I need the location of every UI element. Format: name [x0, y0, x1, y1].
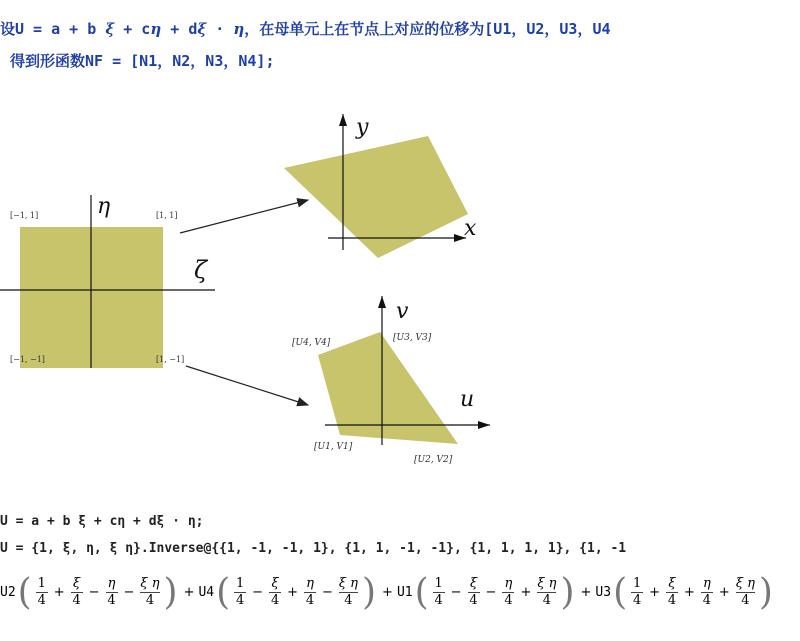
fraction [71, 576, 83, 609]
axis-x-label: x [464, 216, 477, 241]
fraction-sign: + [53, 585, 65, 600]
fraction [736, 576, 755, 609]
fraction-sign: + [718, 585, 730, 600]
fraction-denominator: 4 [702, 593, 712, 608]
fraction-numerator: ξ η [338, 576, 358, 591]
fraction [304, 576, 316, 609]
fraction-sign: + [649, 585, 661, 600]
intro-text-part: · [206, 20, 234, 38]
fraction-numerator: η [306, 576, 314, 591]
fraction-denominator: 4 [37, 593, 46, 608]
intro-text-part: η [150, 20, 162, 38]
corner-label-bottom-right: [1, −1] [156, 355, 185, 364]
fraction-sign: − [123, 585, 135, 600]
output-formula [0, 572, 800, 622]
intro-text-part: η [233, 20, 245, 38]
fraction-sign: − [88, 585, 100, 600]
fraction-numerator: ξ η [735, 576, 755, 591]
physical-element-xy [284, 114, 477, 258]
fraction-sign: − [485, 585, 497, 600]
fraction-denominator: 4 [72, 593, 81, 608]
node-label-2: [U2, V2] [414, 455, 453, 465]
close-paren: ) [163, 572, 178, 613]
term-sign: + [580, 585, 592, 600]
fraction-sign: + [520, 585, 532, 600]
axis-y-label: y [356, 115, 369, 140]
fraction [140, 576, 159, 609]
close-paren: ) [560, 572, 575, 613]
reference-element [0, 194, 215, 368]
uv-axis-u-arrowhead [478, 421, 490, 429]
fraction-denominator: 4 [741, 593, 750, 608]
fraction [537, 576, 556, 609]
fraction [269, 576, 281, 609]
open-paren: ( [216, 572, 231, 613]
fraction [36, 576, 48, 609]
fraction-sign: − [450, 585, 462, 600]
fraction [666, 576, 678, 609]
term-sign: + [183, 585, 195, 600]
node-label-4: [U4, V4] [292, 338, 331, 348]
fraction [468, 576, 480, 609]
open-paren: ( [414, 572, 429, 613]
fraction-numerator: ξ η [140, 576, 160, 591]
term-sign: + [382, 585, 393, 600]
fraction-numerator: ξ [73, 576, 81, 591]
mapping-arrow-upper [180, 200, 308, 233]
fraction-sign: − [252, 585, 264, 600]
fraction-numerator: ξ η [537, 576, 557, 591]
fraction-numerator: η [504, 576, 513, 591]
fraction-numerator: 1 [37, 576, 46, 591]
fraction-denominator: 4 [270, 593, 280, 608]
fraction [502, 576, 514, 609]
fraction [433, 576, 445, 609]
axis-v-label: v [396, 299, 409, 324]
close-paren: ) [361, 572, 377, 613]
axis-u-label: u [460, 387, 475, 412]
xy-axis-y-arrowhead [339, 114, 347, 126]
fraction-numerator: ξ [271, 576, 279, 591]
physical-element-uv [292, 296, 490, 465]
fraction-sign: + [287, 585, 298, 600]
fraction-sign: + [684, 585, 695, 600]
fraction-numerator: ξ [668, 576, 676, 591]
fraction [339, 576, 358, 609]
corner-label-top-right: [1, 1] [156, 211, 178, 220]
axis-zeta-label: ζ [194, 256, 208, 284]
fraction-numerator: η [107, 576, 116, 591]
intro-text-part: 设U = a + b [0, 20, 106, 38]
fraction-numerator: η [703, 576, 711, 591]
intro-text-part: + d [161, 20, 198, 38]
code-input-line-1[interactable]: U = a + b ξ + cη + dξ · η; [0, 514, 204, 529]
node-label-3: [U3, V3] [393, 333, 432, 343]
intro-text-part: ，在母单元上在节点上对应的位移为[U1，U2，U3，U4 [244, 20, 611, 38]
fraction-denominator: 4 [344, 593, 353, 608]
fraction-numerator: 1 [236, 576, 245, 591]
fraction [234, 576, 246, 609]
term-coefficient: U3 [595, 585, 612, 600]
uv-axis-v-arrowhead [378, 296, 386, 308]
fraction [631, 576, 643, 609]
fraction-denominator: 4 [305, 593, 315, 608]
intro-line-2: 得到形函数NF = [N1，N2，N3，N4]; [10, 52, 275, 70]
close-paren: ) [758, 572, 773, 613]
term-coefficient: U2 [0, 585, 16, 600]
uv-quadrilateral [318, 332, 458, 444]
term-coefficient: U1 [396, 585, 413, 600]
fraction [106, 576, 118, 609]
open-paren: ( [613, 572, 628, 613]
xy-quadrilateral [284, 136, 468, 258]
corner-label-top-left: [−1, 1] [10, 211, 39, 220]
intro-line-1 [0, 18, 611, 39]
intro-text-part: ξ [197, 20, 207, 38]
fraction-denominator: 4 [504, 593, 513, 608]
term-coefficient: U4 [198, 585, 215, 600]
fraction-denominator: 4 [236, 593, 245, 608]
intro-text-part: ξ [105, 20, 115, 38]
fraction-denominator: 4 [107, 593, 116, 608]
node-label-1: [U1, V1] [314, 442, 353, 452]
fraction-numerator: 1 [434, 576, 443, 591]
isoparametric-mapping-diagram [0, 100, 800, 480]
corner-label-bottom-left: [−1, −1] [10, 355, 45, 364]
fraction-denominator: 4 [542, 593, 552, 608]
fraction-denominator: 4 [145, 593, 155, 608]
intro-text-part: + c [114, 20, 151, 38]
fraction-numerator: 1 [632, 576, 642, 591]
fraction-denominator: 4 [469, 593, 478, 608]
axis-eta-label: η [97, 194, 111, 219]
fraction-denominator: 4 [632, 593, 642, 608]
fraction-denominator: 4 [434, 593, 443, 608]
fraction-numerator: ξ [469, 576, 478, 591]
mapping-arrow-lower [186, 366, 308, 405]
open-paren: ( [17, 572, 32, 613]
fraction-sign: − [321, 585, 333, 600]
code-input-line-2[interactable]: U = {1, ξ, η, ξ η}.Inverse@{{1, -1, -1, 1}, {1, 1, -1, -1}, {1, 1, 1, 1}, {1, -1 [0, 541, 627, 556]
fraction-denominator: 4 [667, 593, 677, 608]
fraction [701, 576, 713, 609]
